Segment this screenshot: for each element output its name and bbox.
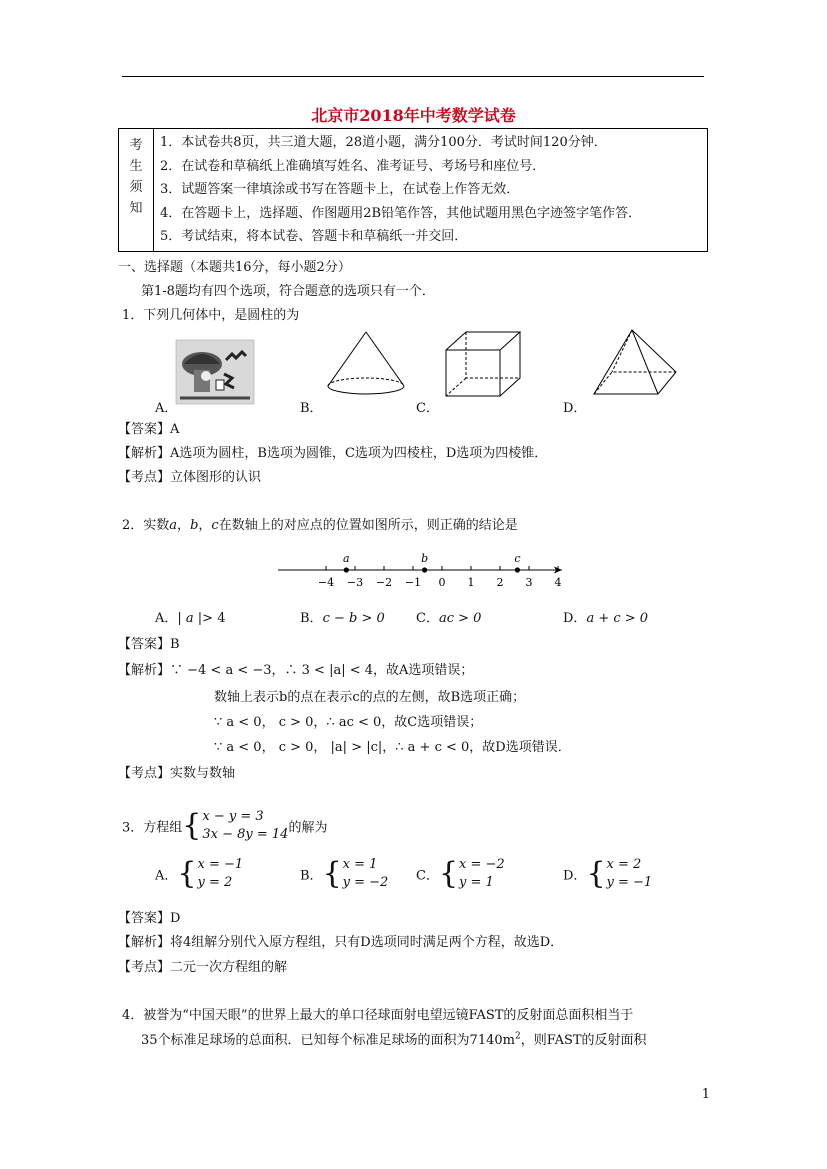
q2-analysis-line: 数轴上表示b的点在表示c的点的左侧，故B选项正确； [214, 690, 526, 705]
q3-answer: 【答案】D [118, 911, 181, 926]
q2-option-b-expr: c − b > 0 [322, 611, 385, 626]
q3-option-line: y = −2 [342, 875, 389, 890]
q2-option-a-post: |> 4 [193, 611, 226, 626]
notice-item: 3．试题答案一律填涂或书写在答题卡上，在试卷上作答无效． [160, 182, 520, 197]
axis-tick-label: −1 [404, 576, 422, 589]
q1-option-a-label: A． [155, 401, 178, 416]
axis-tick-label: 3 [525, 576, 533, 589]
q3-stem [122, 808, 327, 844]
q2-var-a: a [169, 518, 178, 533]
side-char: 生 [129, 159, 143, 174]
q3-point: 【考点】二元一次方程组的解 [118, 960, 288, 975]
q1-option-d-pyramid [592, 328, 682, 398]
q2-option-d [563, 607, 648, 626]
q4-line2-pre: 35个标准足球场的总面积．已知每个标准足球场的面积为 [141, 1033, 470, 1048]
q3-option-b [300, 856, 388, 892]
side-char: 考 [129, 138, 143, 153]
axis-tick-label: 1 [467, 576, 475, 589]
q3-option-line: x = 2 [606, 857, 642, 872]
q3-option-line: y = 2 [197, 875, 233, 890]
notice-side-label [119, 129, 154, 252]
q3-option-line: y = −1 [606, 875, 653, 890]
q2-var-c: c [211, 518, 219, 533]
q3-option-line: x = −2 [459, 857, 505, 872]
q2-option-c-label: C． [416, 611, 439, 626]
q1-option-c-prism [444, 330, 524, 400]
header-rule [122, 76, 704, 77]
q3-brace: { [438, 856, 459, 891]
point-label-a: a [343, 552, 350, 565]
q3-stem-post: 的解为 [288, 820, 328, 836]
q3-option-a [155, 856, 243, 892]
point-b [422, 567, 427, 572]
q3-option-c [416, 856, 505, 892]
q3-eq1: x − y = 3 [202, 809, 264, 824]
section-instruction: 第1-8题均有四个选项，符合题意的选项只有一个． [141, 284, 435, 299]
q3-option-line: y = 1 [459, 875, 494, 890]
q2-option-d-expr: a + c > 0 [586, 611, 649, 626]
q2-option-a-var: a [185, 611, 194, 626]
q2-sep: ， [198, 518, 212, 533]
q2-stem-post: 在数轴上的对应点的位置如图所示，则正确的结论是 [218, 518, 518, 533]
page-title: 北京市2018年中考数学试卷 [311, 106, 516, 125]
q2-option-d-label: D． [563, 611, 587, 626]
q1-analysis: 【解析】A选项为圆柱，B选项为圆锥，C选项为四棱柱，D选项为四棱锥． [118, 446, 548, 461]
q3-option-line: x = 1 [342, 857, 378, 872]
axis-tick-label: 4 [554, 576, 562, 589]
q1-option-c-label: C． [416, 401, 439, 416]
axis-tick-label: 0 [438, 576, 446, 589]
page-number: 1 [701, 1087, 710, 1102]
q3-analysis: 【解析】将4组解分别代入原方程组，只有D选项同时满足两个方程，故选D． [118, 935, 564, 950]
notice-items [154, 129, 708, 252]
q3-brace: { [586, 856, 606, 891]
q2-option-c [416, 607, 481, 626]
notice-item: 4．在答题卡上，选择题、作图题用2B铅笔作答，其他试题用黑色字迹签字笔作答． [160, 205, 642, 221]
q3-option-system [343, 856, 389, 892]
q3-option-label: D． [563, 868, 587, 884]
q3-system [202, 808, 288, 844]
q2-option-b-label: B． [300, 611, 323, 626]
point-c [515, 567, 520, 572]
q2-number-line [272, 548, 572, 590]
q2-option-b [300, 607, 385, 626]
q3-option-label: C． [416, 868, 439, 884]
q1-option-d-label: D． [563, 401, 587, 416]
q2-var-b: b [190, 518, 199, 533]
notice-item: 2．在试卷和草稿纸上准确填写姓名、准考证号、考场号和座位号． [160, 158, 546, 174]
axis-tick-label: −3 [346, 576, 364, 589]
q1-option-b-label: B． [300, 401, 323, 416]
point-label-b: b [421, 552, 429, 565]
axis-tick-label: −2 [375, 576, 393, 589]
q2-stem [122, 514, 518, 533]
axis-tick-label: 2 [496, 576, 504, 589]
q2-answer: 【答案】B [118, 637, 180, 652]
q2-sep: ， [177, 518, 191, 533]
q1-option-b-cone [324, 330, 410, 396]
q2-option-a-label: A． [155, 611, 178, 626]
q3-option-label: A． [155, 868, 178, 884]
notice-item: 1．本试卷共8页，共三道大题，28道小题，满分100分．考试时间120分钟． [160, 135, 607, 150]
q2-option-a-pre: | [177, 611, 186, 626]
q4-area-value: 7140m [469, 1033, 515, 1048]
q1-stem: 1．下列几何体中，是圆柱的为 [122, 308, 300, 323]
q2-option-a [155, 607, 225, 626]
q3-option-label: B． [300, 868, 323, 884]
q4-line2-post: ，则FAST的反射面积 [520, 1033, 647, 1048]
q2-analysis-line: 【解析】∵ −4 < a < −3，∴ 3 < |a| < 4，故A选项错误； [118, 663, 474, 678]
q3-option-system [197, 856, 243, 892]
q1-point: 【考点】立体图形的认识 [118, 470, 262, 485]
q3-eq2: 3x − 8y = 14 [202, 827, 289, 842]
q2-analysis-line: ∵ a < 0， c > 0， |a| > |c|，∴ a + c < 0，故D选项错误． [214, 740, 571, 755]
notice-box [118, 128, 708, 252]
q3-brace: { [182, 808, 202, 843]
q4-line2 [141, 1029, 647, 1048]
side-char: 须 [129, 180, 143, 195]
q2-point: 【考点】实数与数轴 [118, 766, 236, 781]
notice-item: 5．考试结束，将本试卷、答题卡和草稿纸一并交回． [160, 229, 468, 244]
q3-option-system [459, 856, 505, 892]
axis-tick-label: −4 [317, 576, 335, 589]
q3-option-d [563, 856, 652, 892]
q4-line1: 4．被誉为“中国天眼”的世界上最大的单口径球面射电望远镜FAST的反射面总面积相当于 [122, 1008, 634, 1023]
q3-option-system [607, 856, 653, 892]
point-a [344, 567, 349, 572]
q2-analysis-line: ∵ a < 0， c > 0，∴ ac < 0，故C选项错误； [214, 715, 483, 730]
section-heading: 一、选择题（本题共16分，每小题2分） [118, 260, 351, 275]
q3-option-line: x = −1 [197, 857, 244, 872]
point-label-c: c [514, 552, 521, 565]
q4-area-exp: 2 [514, 1031, 521, 1042]
q2-option-c-expr: ac > 0 [438, 611, 482, 626]
q3-stem-pre: 3．方程组 [122, 820, 183, 836]
q1-answer: 【答案】A [118, 422, 180, 437]
q1-option-a-image [176, 340, 256, 406]
q3-brace: { [177, 856, 197, 891]
side-char: 知 [129, 201, 143, 216]
q2-stem-pre: 2．实数 [122, 518, 170, 533]
q3-brace: { [322, 856, 342, 891]
